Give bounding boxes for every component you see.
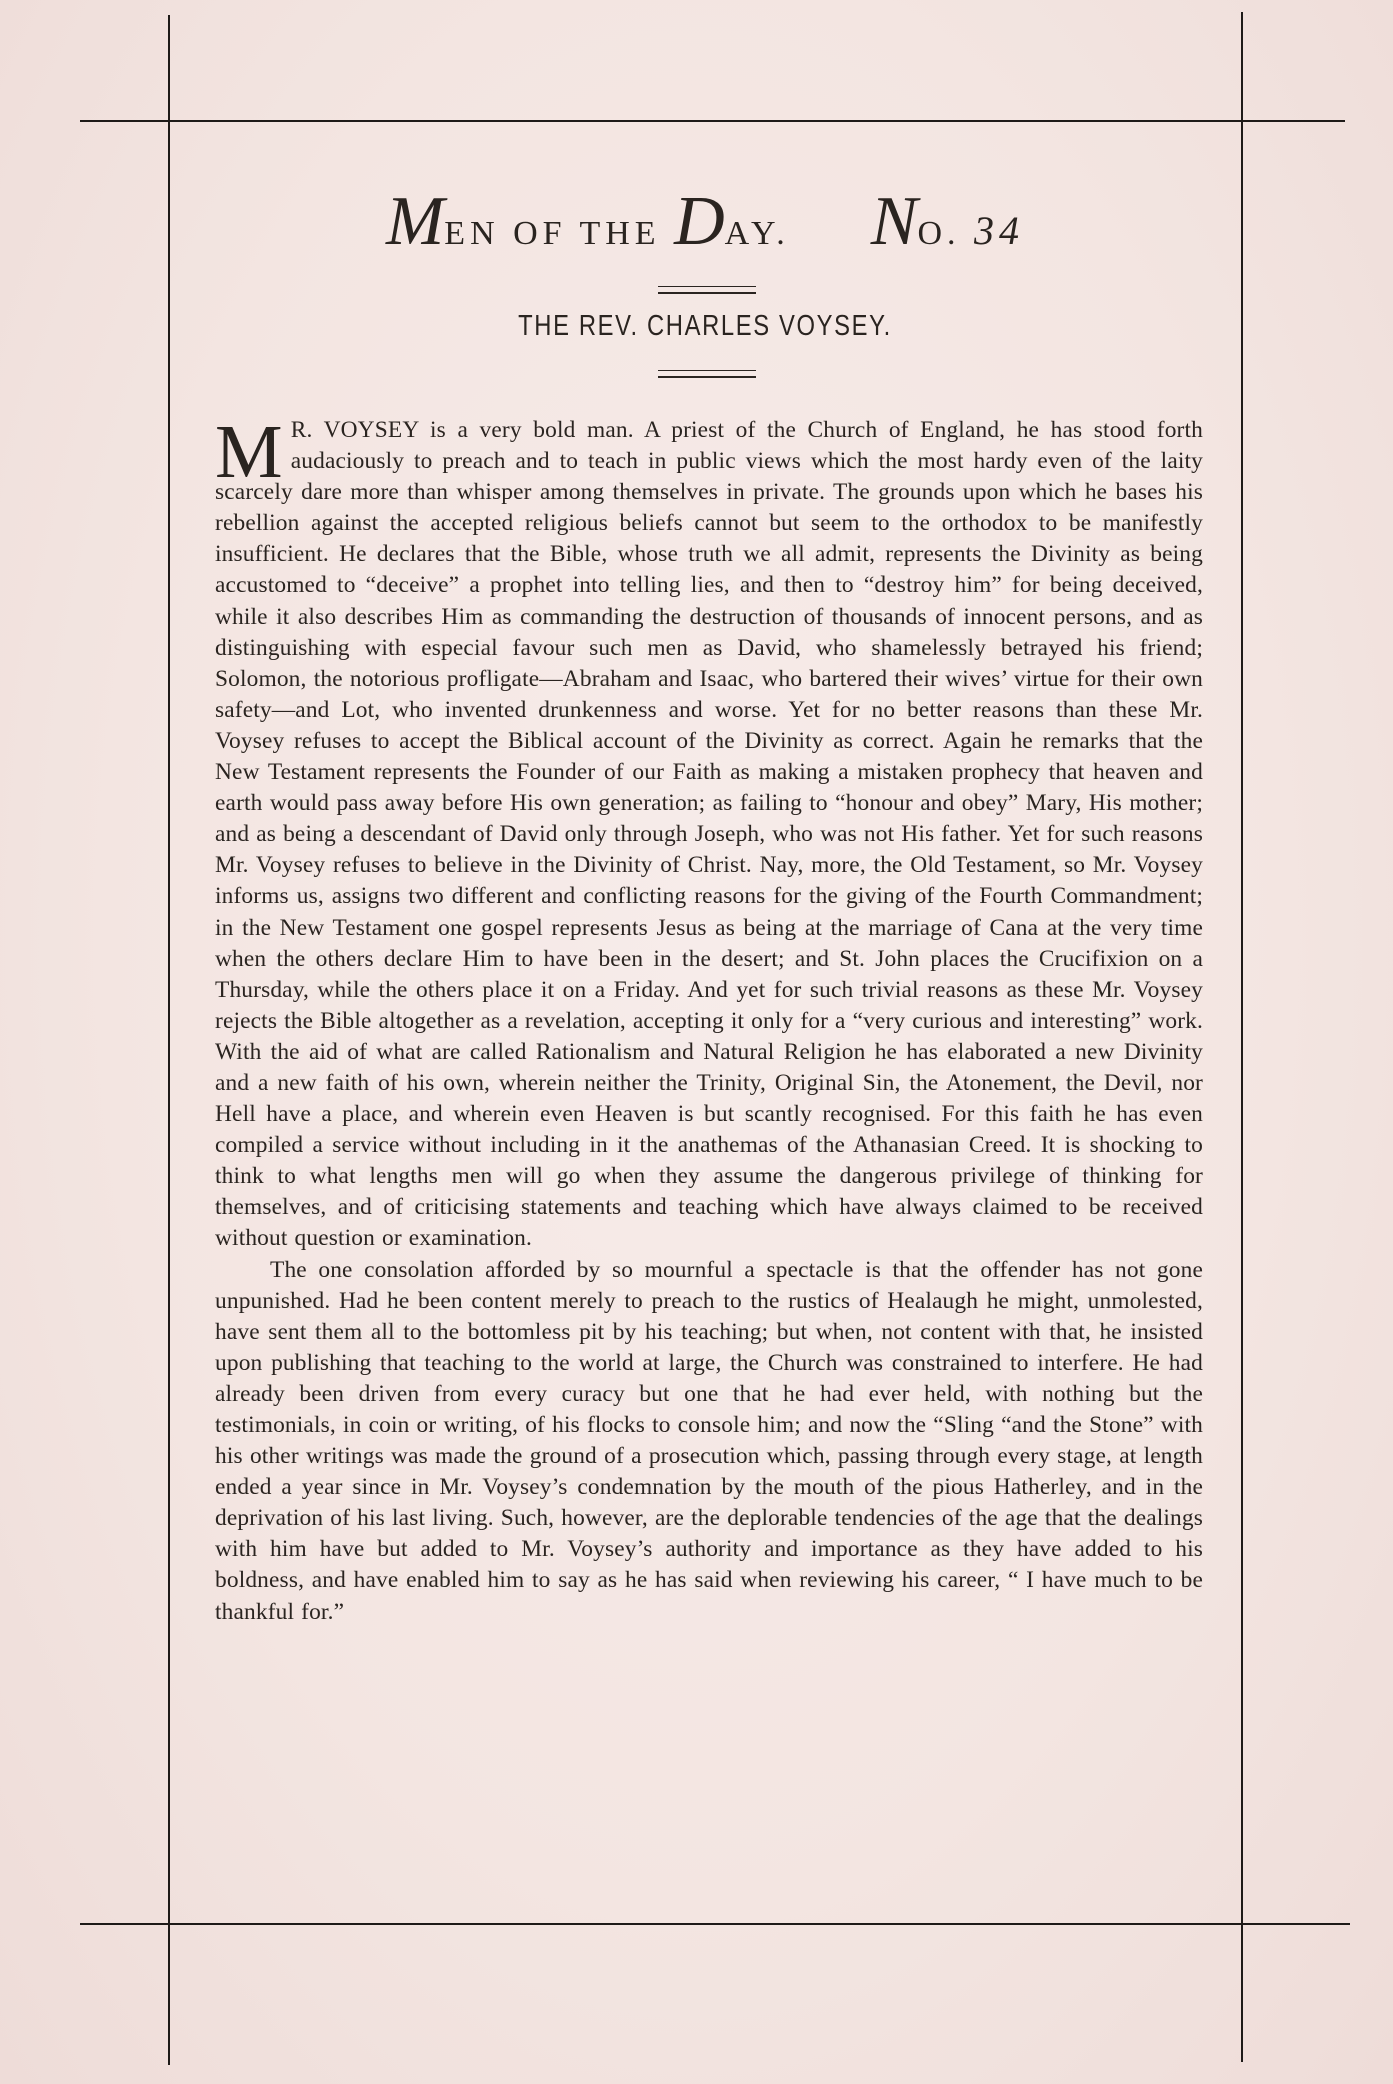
series-title-initial-m: M — [385, 183, 445, 260]
series-title — [170, 182, 1240, 262]
series-number: 34 — [974, 208, 1024, 253]
series-title-no: O. — [917, 215, 961, 252]
top-rule — [80, 120, 1345, 122]
paragraph-1-text: R. VOYSEY is a very bold man. A priest of the Church of England, he has stood forth audaciously to preach and to teach in public views which the most hardy even of the laity scarcely dare more than whisper among themselves in private. The grounds upon which he bases his rebellion against the accepted religious beliefs cannot but seem to the orthodox to be manifestly insufficient. He declares that the Bible, whose truth we all admit, represents the Divinity as being accustomed to “deceive” a prophet into telling lies, and then to “destroy him” for being deceived, while it also describes Him as commanding the destruction of thousands of innocent persons, and as distinguishing with especial favour such men as David, who shamelessly betrayed his friend; Solomon, the notorious profligate—Abraham and Isaac, who bartered their wives’ virtue for their own safety—and Lot, who invented drunkenness and worse. Yet for no better reasons than these Mr. Voysey refuses to accept the Biblical account of the Divinity as correct. Again he remarks that the New Testament represents the Founder of our Faith as making a mistaken prophecy that heaven and earth would pass away before His own generation; as failing to “honour and obey” Mary, His mother; and as being a descendant of David only through Joseph, who was not His father. Yet for such reasons Mr. Voysey refuses to believe in the Divinity of Christ. Nay, more, the Old Testament, so Mr. Voysey informs us, assigns two different and conflicting reasons for the giving of the Fourth Commandment; in the New Testament one gospel represents Jesus as being at the marriage of Cana at the very time when the others declare Him to have been in the desert; and St. John places the Crucifixion on a Thursday, while the others place it on a Friday. And yet for such trivial reasons as these Mr. Voysey rejects the Bible altogether as a revelation, accepting it only for a “very curious and interesting” work. With the aid of what are called Rationalism and Natural Religion he has elaborated a new Divinity and a new faith of his own, wherein neither the Trinity, Original Sin, the Atonement, the Devil, nor Hell have a place, and wherein even Heaven is but scantly recognised. For this faith he has even compiled a service without including in it the anathemas of the Athanasian Creed. It is shocking to think to what lengths men will go when they assume the dangerous privilege of thinking for themselves, and of criticising statements and teaching which have always claimed to be received without question or examination. — [215, 417, 1203, 1252]
series-title-initial-d: D — [674, 183, 725, 260]
ornament-rule-top — [658, 286, 756, 294]
right-border-line — [1241, 12, 1243, 2062]
series-title-initial-n: N — [870, 183, 918, 260]
drop-cap: M — [215, 410, 283, 494]
series-title-day: AY. — [724, 215, 790, 252]
bottom-rule — [80, 1923, 1350, 1925]
paragraph-2: The one consolation afforded by so mournful a spectacle is that the offender has not gone unpunished. Had he been content merely to preach to the rustics of Healaugh he might, unmolested, have sent them all to the bottomless pit by his teaching; but when, not content with that, he insisted upon publishing that teaching to the world at large, the Church was constrained to interfere. He had already been driven from every curacy but one that he had ever held, with nothing but the testimonials, in coin or writing, of his flocks to console him; and now the “Sling “and the Stone” with his other writings was made the ground of a prosecution which, passing through every stage, at length ended a year since in Mr. Voysey’s condemnation by the mouth of the pious Hatherley, and in the deprivation of his last living. Such, however, are the deplorable tendencies of the age that the dealings with him have but added to Mr. Voysey’s authority and importance as they have added to his boldness, and have enabled him to say as he has said when reviewing his career, “ I have much to be thankful for.” — [215, 1256, 1203, 1625]
ornament-rule-bottom — [658, 370, 756, 378]
article-subject: THE REV. CHARLES VOYSEY. — [518, 310, 892, 342]
series-title-men-of-the: EN OF THE — [444, 215, 661, 252]
left-border-line — [168, 15, 170, 2065]
paragraph-1 — [215, 410, 1203, 1255]
article-body — [215, 410, 1203, 1628]
